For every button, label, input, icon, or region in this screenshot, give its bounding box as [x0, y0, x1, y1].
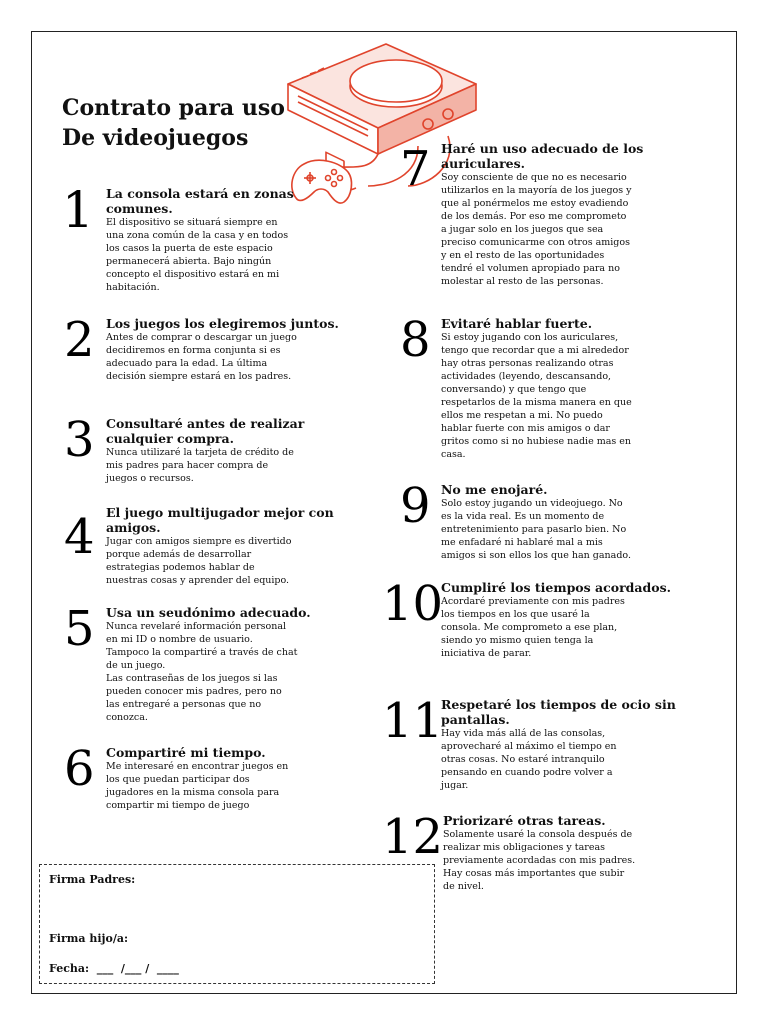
rule-title: Respetaré los tiempos de ocio sin pantallas.	[441, 697, 676, 727]
page-title-line-2: De videojuegos	[62, 125, 249, 151]
page-title	[62, 93, 285, 153]
rule-number: 11	[382, 693, 444, 749]
signature-box	[39, 864, 435, 984]
rule-title: Evitaré hablar fuerte.	[441, 316, 593, 331]
rule-text: Soy consciente de que no es necesario utilizarlos en la mayoría de los juegos y que al ponérmelos me estoy evadiendo de los demás. Por eso me comprometo a jugar solo en los juegos que sea preciso comunicarme con otros amigos y en el resto de las oportunidades tendré el volumen apropiado para no molestar al resto de las personas.	[441, 172, 632, 287]
rule-text: Me interesaré en encontrar juegos en los que puedan participar dos jugadores en la misma consola para compartir mi tiempo de juego	[106, 761, 289, 811]
rule-number: 9	[400, 478, 431, 534]
rule-title: Priorizaré otras tareas.	[443, 813, 606, 828]
rule-text: Hay vida más allá de las consolas, aprovecharé al máximo el tiempo en otras cosas. No estaré intranquilo pensando en cuando podre volver a jugar.	[441, 728, 617, 791]
rule-number: 6	[64, 741, 95, 797]
rule-title: Haré un uso adecuado de los auriculares.	[441, 141, 644, 171]
rule-text: Antes de comprar o descargar un juego decidiremos en forma conjunta si es adecuado para la edad. La última decisión siempre estará en los padres.	[106, 332, 297, 382]
rule-title: La consola estará en zonas comunes.	[106, 186, 294, 216]
rule-text: Nunca utilizaré la tarjeta de crédito de mis padres para hacer compra de juegos o recursos.	[106, 447, 294, 484]
rule-number: 10	[382, 576, 444, 632]
rule-number: 5	[64, 601, 95, 657]
child-signature-label: Firma hijo/a:	[49, 932, 129, 945]
rule-text: El dispositivo se situará siempre en una zona común de la casa y en todos los casos la puerta de este espacio permanecerá abierta. Bajo ningún concepto el dispositivo estará en mi habitación.	[106, 217, 289, 293]
rule-title: Consultaré antes de realizar cualquier compra.	[106, 416, 305, 446]
rule-title: Usa un seudónimo adecuado.	[106, 605, 311, 620]
rule-title: No me enojaré.	[441, 482, 548, 497]
page-title-line-1: Contrato para uso	[62, 95, 285, 121]
rule-title: Los juegos los elegiremos juntos.	[106, 316, 339, 331]
rule-text: Si estoy jugando con los auriculares, tengo que recordar que a mi alrededor hay otras personas realizando otras actividades (leyendo, descansando, conversando) y que tengo que respetarlos de la misma manera en que ellos me respetan a mi. No puedo hablar fuerte con mis amigos o dar gritos como si no hubiese nadie mas en casa.	[441, 332, 632, 460]
parents-signature-label: Firma Padres:	[49, 873, 136, 886]
rule-number: 7	[400, 141, 431, 197]
rule-number: 2	[64, 312, 95, 368]
rule-number: 1	[62, 181, 94, 239]
rule-title: Compartiré mi tiempo.	[106, 745, 266, 760]
rule-title: Cumpliré los tiempos acordados.	[441, 580, 671, 595]
rule-text: Acordaré previamente con mis padres los tiempos en los que usaré la consola. Me comprometo a ese plan, siendo yo mismo quien tenga la iniciativa de parar.	[441, 596, 625, 659]
rule-number: 4	[64, 509, 95, 565]
rule-number: 3	[64, 412, 95, 468]
rule-text: Solo estoy jugando un videojuego. No es la vida real. Es un momento de entretenimiento para pasarlo bien. No me enfadaré ni hablaré mal a mis amigos si son ellos los que han ganado.	[441, 498, 631, 561]
rule-title: El juego multijugador mejor con amigos.	[106, 505, 334, 535]
rule-text: Nunca revelaré información personal en mi ID o nombre de usuario. Tampoco la compartiré a través de chat de un juego. Las contraseñas de los juegos si las pueden conocer mis padres, pero no las entregaré a personas que no conozca.	[106, 621, 298, 723]
rule-text: Solamente usaré la consola después de realizar mis obligaciones y tareas previamente acordadas con mis padres. Hay cosas más importantes que subir de nivel.	[443, 829, 636, 892]
rule-number: 12	[382, 809, 444, 865]
date-label: Fecha: ___ /___ / ____	[49, 962, 179, 975]
rule-number: 8	[400, 312, 431, 368]
rule-text: Jugar con amigos siempre es divertido porque además de desarrollar estrategias podemos hablar de nuestras cosas y aprender del equipo.	[106, 536, 292, 586]
